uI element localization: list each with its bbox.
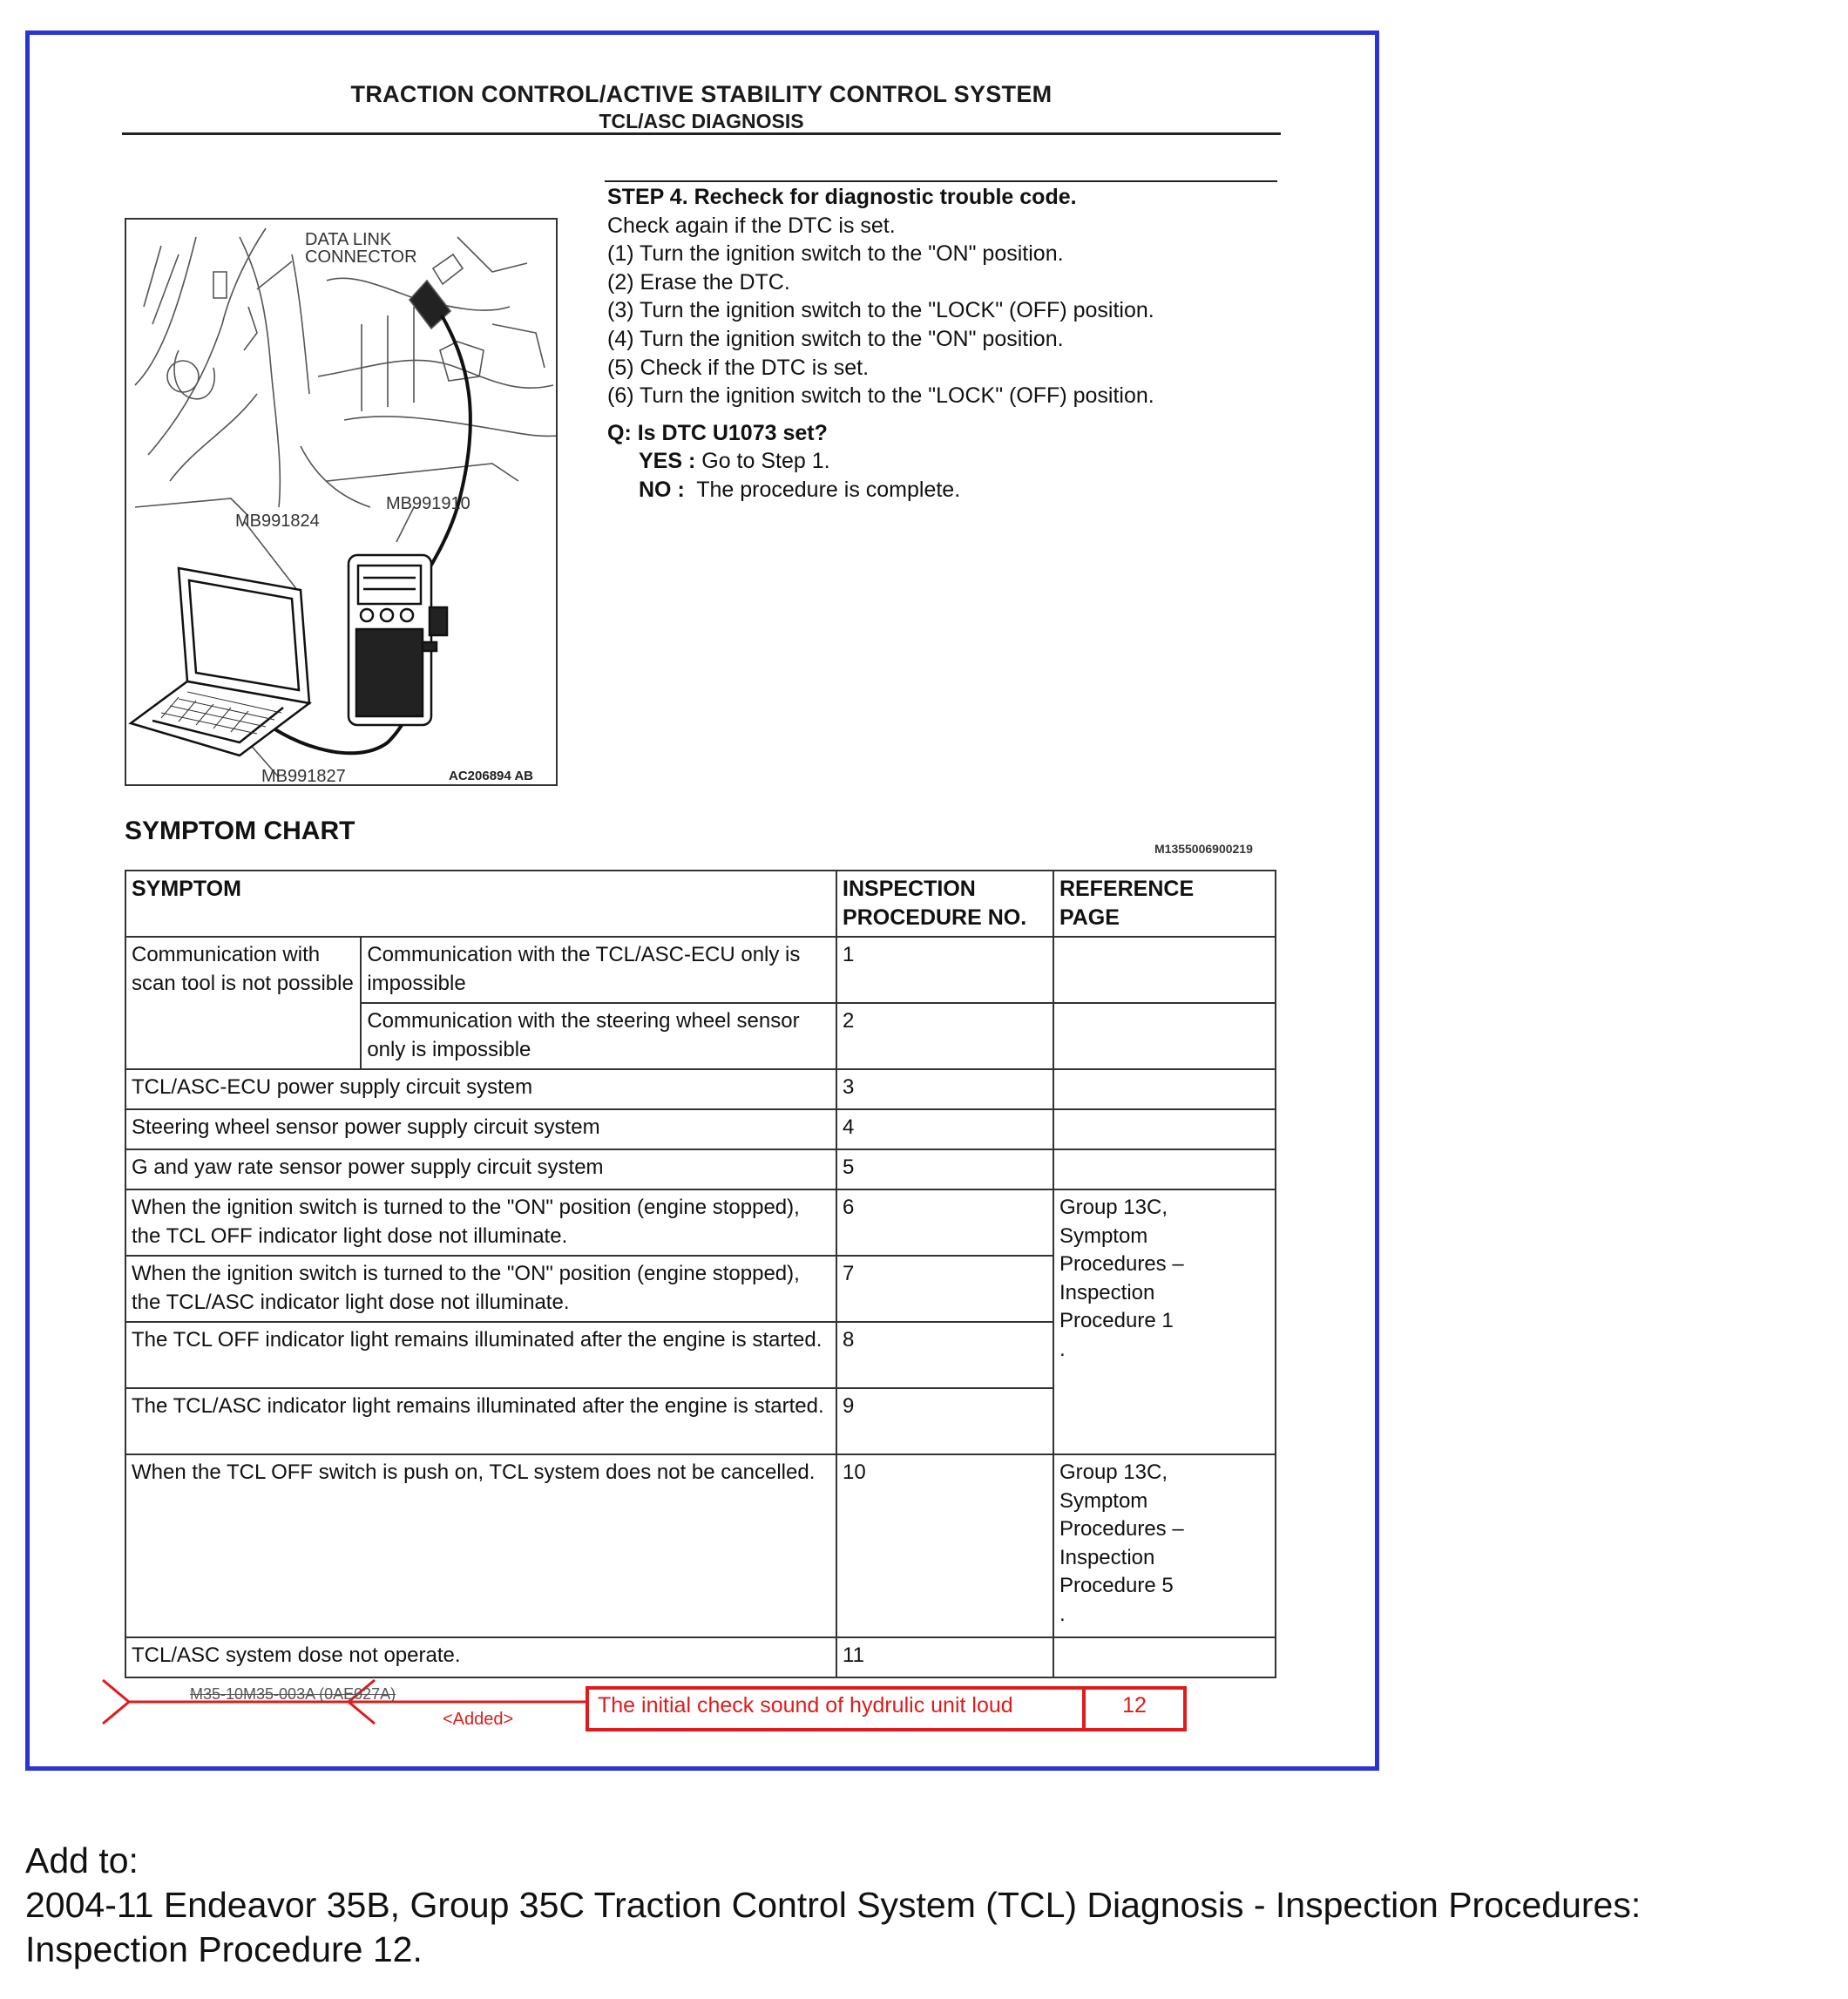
header-symptom: SYMPTOM bbox=[125, 871, 836, 937]
figure-code: AC206894 AB bbox=[449, 769, 533, 783]
answer-no-text: The procedure is complete. bbox=[684, 477, 961, 502]
reference-line: Group 13C, bbox=[1059, 1460, 1168, 1484]
reference-line: Symptom bbox=[1059, 1488, 1148, 1513]
reference-line: Inspection bbox=[1059, 1545, 1155, 1569]
symptom-chart-doc-id: M1355006900219 bbox=[1154, 842, 1253, 856]
procedure-no-cell: 8 bbox=[836, 1322, 1053, 1388]
footer-line-3: Inspection Procedure 12. bbox=[25, 1929, 423, 1969]
footer-note bbox=[25, 1839, 1641, 1972]
reference-line: Procedure 5 bbox=[1059, 1574, 1174, 1597]
symptom-cell: TCL/ASC system dose not operate. bbox=[125, 1637, 836, 1677]
step-item: (6) Turn the ignition switch to the "LOCK" (OFF) position. bbox=[607, 383, 1154, 409]
symptom-cell: When the ignition switch is turned to the "ON" position (engine stopped), the TCL OFF indicator light dose not illuminate. bbox=[125, 1189, 836, 1256]
step-item: (2) Erase the DTC. bbox=[607, 269, 790, 295]
symptom-cell: The TCL OFF indicator light remains illuminated after the engine is started. bbox=[125, 1322, 836, 1388]
part-label-mb991827: MB991827 bbox=[261, 767, 346, 786]
part-label-mb991824: MB991824 bbox=[235, 512, 320, 531]
document-subtitle: TCL/ASC DIAGNOSIS bbox=[599, 110, 804, 132]
data-link-label-line2: CONNECTOR bbox=[305, 247, 417, 267]
header-reference-line1: REFERENCE bbox=[1059, 877, 1195, 901]
step-item: (3) Turn the ignition switch to the "LOCK" (OFF) position. bbox=[607, 298, 1154, 323]
symptom-cell: Steering wheel sensor power supply circuit system bbox=[125, 1109, 836, 1149]
symptom-cell: The TCL/ASC indicator light remains illuminated after the engine is started. bbox=[125, 1388, 836, 1454]
symptom-chart-title: SYMPTOM CHART bbox=[125, 817, 355, 845]
symptom-cell: Communication with the steering wheel sensor only is impossible bbox=[361, 1003, 836, 1069]
procedure-no-cell: 9 bbox=[836, 1388, 1053, 1454]
step-question: Q: Is DTC U1073 set? bbox=[607, 420, 828, 445]
procedure-no-cell: 4 bbox=[836, 1109, 1053, 1149]
procedure-no-cell: 10 bbox=[836, 1454, 1053, 1637]
added-symptom-row bbox=[586, 1686, 1187, 1731]
header-procedure-line2: PROCEDURE NO. bbox=[843, 905, 1027, 930]
procedure-no-cell: 5 bbox=[836, 1149, 1053, 1189]
reference-line: Procedures – bbox=[1059, 1517, 1184, 1541]
step-intro: Check again if the DTC is set. bbox=[607, 213, 896, 238]
symptom-cell: When the ignition switch is turned to the "ON" position (engine stopped), the TCL/ASC indicator light dose not illuminate. bbox=[125, 1256, 836, 1322]
data-link-label-line1: DATA LINK bbox=[305, 230, 392, 249]
procedure-no-cell: 7 bbox=[836, 1256, 1053, 1322]
reference-line: Procedure 1 bbox=[1059, 1309, 1174, 1332]
symptom-cell: G and yaw rate sensor power supply circuit system bbox=[125, 1149, 836, 1189]
struck-reference-id: M35-10M35-003A (0AE027A) bbox=[190, 1685, 396, 1703]
added-symptom-cell: The initial check sound of hydrulic unit loud bbox=[589, 1690, 1086, 1728]
step-heading: STEP 4. Recheck for diagnostic trouble code. bbox=[607, 185, 1077, 209]
step-item: (1) Turn the ignition switch to the "ON" position. bbox=[607, 241, 1064, 267]
reference-line: . bbox=[1059, 1602, 1066, 1626]
header-procedure-line1: INSPECTION bbox=[843, 877, 976, 901]
answer-yes-label: YES : bbox=[639, 449, 696, 474]
header-reference-line2: PAGE bbox=[1059, 905, 1120, 930]
reference-line: Symptom bbox=[1059, 1223, 1148, 1248]
reference-line: . bbox=[1059, 1337, 1066, 1361]
footer-line-1: Add to: bbox=[25, 1840, 139, 1880]
symptom-cell: Communication with the TCL/ASC-ECU only is impossible bbox=[361, 937, 836, 1003]
document-title: TRACTION CONTROL/ACTIVE STABILITY CONTROL SYSTEM bbox=[350, 81, 1053, 107]
added-tag: <Added> bbox=[443, 1710, 514, 1729]
procedure-no-cell: 11 bbox=[836, 1637, 1053, 1677]
procedure-no-cell: 1 bbox=[836, 937, 1053, 1003]
reference-line: Inspection bbox=[1059, 1280, 1155, 1304]
comm-group-cell: Communication with scan tool is not possible bbox=[125, 937, 361, 1069]
procedure-no-cell: 3 bbox=[836, 1069, 1053, 1109]
reference-line: Group 13C, bbox=[1059, 1196, 1168, 1219]
answer-yes-text: Go to Step 1. bbox=[695, 449, 830, 474]
symptom-cell: TCL/ASC-ECU power supply circuit system bbox=[125, 1069, 836, 1109]
answer-no-label: NO : bbox=[639, 477, 685, 502]
reference-line: Procedures – bbox=[1059, 1252, 1184, 1276]
part-label-mb991910: MB991910 bbox=[386, 494, 470, 513]
procedure-no-cell: 2 bbox=[836, 1003, 1053, 1069]
procedure-no-cell: 6 bbox=[836, 1189, 1053, 1256]
step-item: (4) Turn the ignition switch to the "ON" position. bbox=[607, 326, 1064, 351]
symptom-cell: When the TCL OFF switch is push on, TCL system does not be cancelled. bbox=[125, 1454, 836, 1637]
footer-line-2: 2004-11 Endeavor 35B, Group 35C Traction Control System (TCL) Diagnosis - Inspection Procedures: bbox=[25, 1885, 1642, 1925]
step-item: (5) Check if the DTC is set. bbox=[607, 355, 870, 380]
insert-caret-left-icon bbox=[103, 1680, 129, 1724]
added-procedure-no-cell: 12 bbox=[1122, 1693, 1147, 1718]
